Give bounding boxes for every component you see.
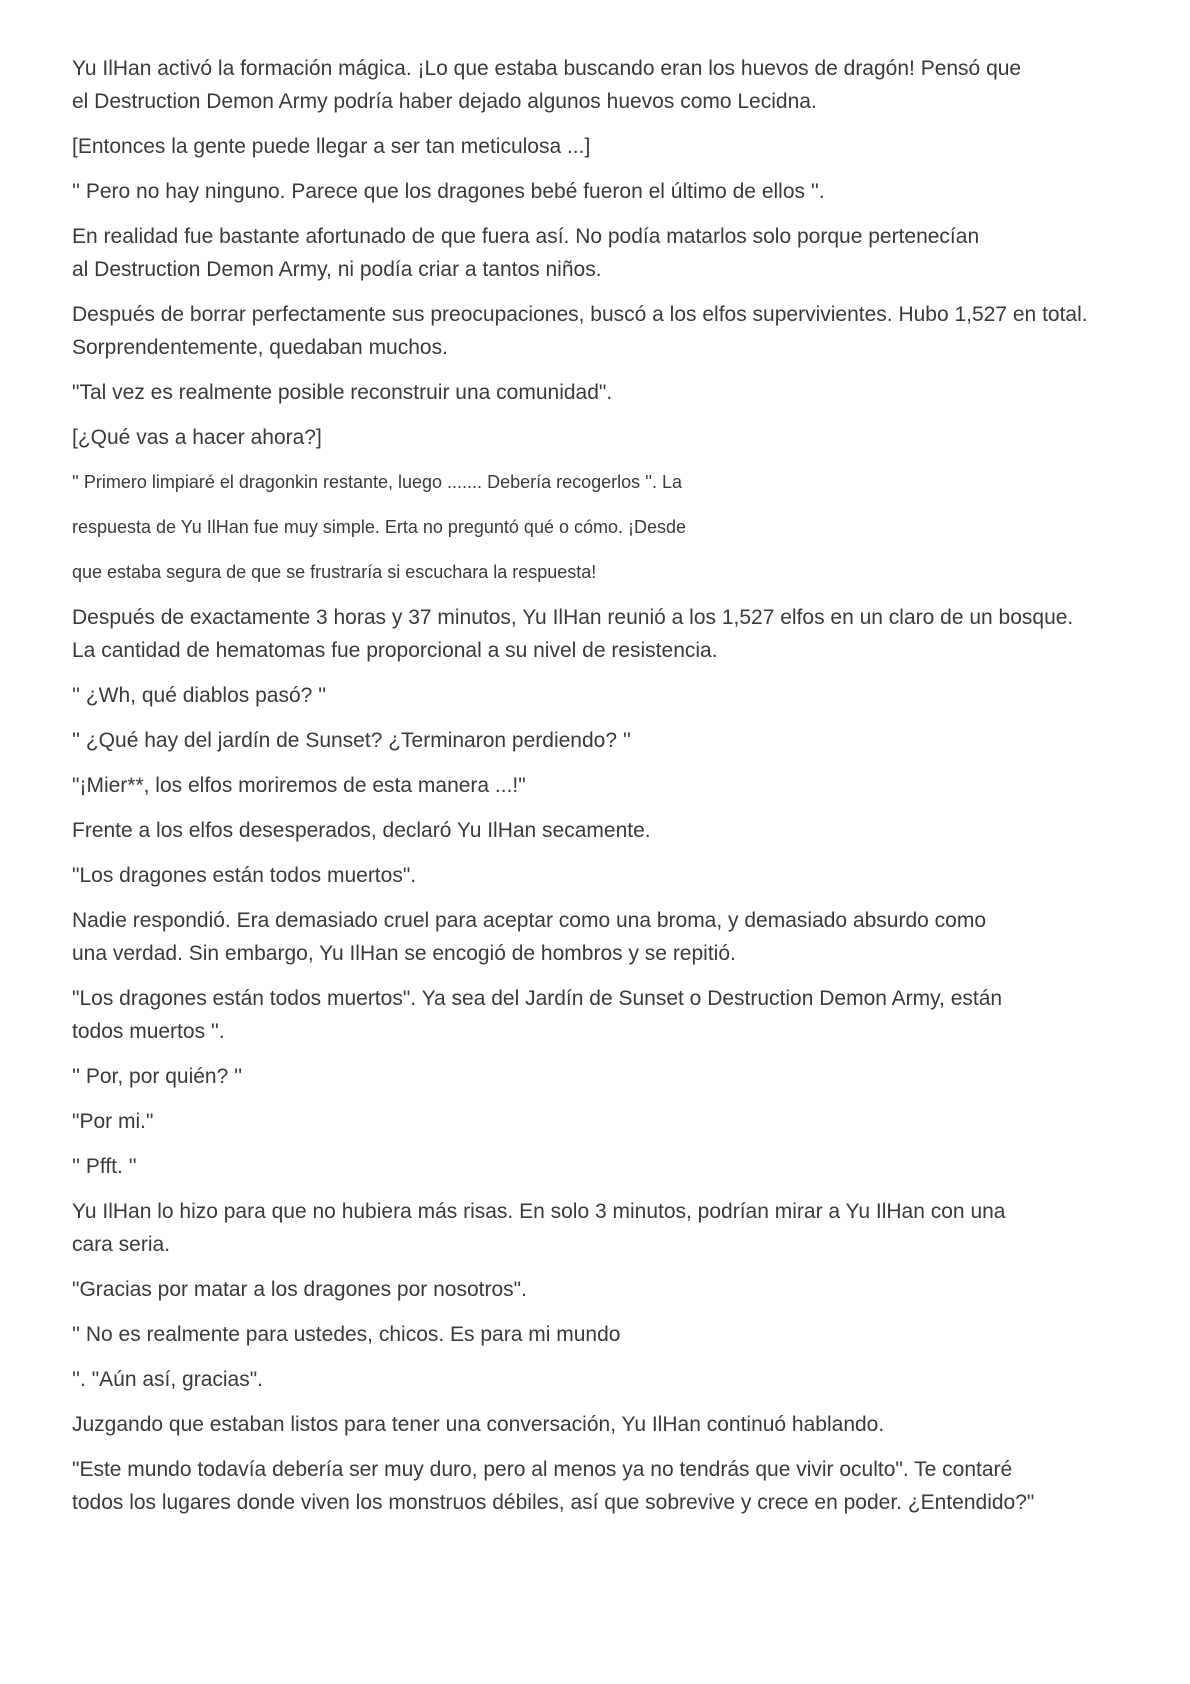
paragraph <box>72 52 1112 118</box>
paragraph <box>72 376 1112 409</box>
text-line: todos los lugares donde viven los monstruos débiles, así que sobrevive y crece en poder. ¿Entendido?" <box>72 1491 1035 1514</box>
paragraph <box>72 1318 1112 1351</box>
paragraph <box>72 601 1112 667</box>
text-line: "Gracias por matar a los dragones por nosotros". <box>72 1278 527 1301</box>
text-line: al Destruction Demon Army, ni podía criar a tantos niños. <box>72 258 602 281</box>
text-line: todos muertos ''. <box>72 1020 225 1043</box>
text-line: Sorprendentemente, quedaban muchos. <box>72 336 448 359</box>
paragraph <box>72 1105 1112 1138</box>
paragraph <box>72 1408 1112 1441</box>
text-line: Yu IlHan lo hizo para que no hubiera más risas. En solo 3 minutos, podrían mirar a Yu IlHan con una <box>72 1200 1006 1223</box>
text-line: Nadie respondió. Era demasiado cruel para aceptar como una broma, y demasiado absurdo como <box>72 909 987 932</box>
text-line: una verdad. Sin embargo, Yu IlHan se encogió de hombros y se repitió. <box>72 942 736 965</box>
text-line: En realidad fue bastante afortunado de que fuera así. No podía matarlos solo porque pertenecían <box>72 225 980 248</box>
text-line: que estaba segura de que se frustraría si escuchara la respuesta! <box>72 562 597 582</box>
text-line: Frente a los elfos desesperados, declaró Yu IlHan secamente. <box>72 819 651 842</box>
paragraph <box>72 556 1112 589</box>
paragraph <box>72 130 1112 163</box>
paragraph <box>72 1363 1112 1396</box>
text-line: respuesta de Yu IlHan fue muy simple. Erta no preguntó qué o cómo. ¡Desde <box>72 517 687 537</box>
paragraph <box>72 769 1112 802</box>
paragraph <box>72 859 1112 892</box>
paragraph <box>72 220 1112 286</box>
paragraph <box>72 466 1112 499</box>
document-page <box>72 52 1112 1519</box>
text-line: el Destruction Demon Army podría haber dejado algunos huevos como Lecidna. <box>72 90 817 113</box>
text-line: '' Pero no hay ninguno. Parece que los dragones bebé fueron el último de ellos ''. <box>72 180 825 203</box>
text-line: '' Por, por quién? '' <box>72 1065 243 1088</box>
paragraph <box>72 1273 1112 1306</box>
text-line: La cantidad de hematomas fue proporcional a su nivel de resistencia. <box>72 639 718 662</box>
paragraph <box>72 175 1112 208</box>
text-line: '' No es realmente para ustedes, chicos. Es para mi mundo <box>72 1323 621 1346</box>
paragraph <box>72 724 1112 757</box>
paragraph <box>72 1195 1112 1261</box>
text-line: Juzgando que estaban listos para tener una conversación, Yu IlHan continuó hablando. <box>72 1413 885 1436</box>
text-line: '' ¿Wh, qué diablos pasó? '' <box>72 684 327 707</box>
text-line: "Por mi." <box>72 1110 154 1133</box>
text-line: Después de borrar perfectamente sus preocupaciones, buscó a los elfos supervivientes. Hubo 1,527 en total. <box>72 303 1088 326</box>
paragraph <box>72 1150 1112 1183</box>
text-line: '' Pfft. '' <box>72 1155 137 1178</box>
paragraph <box>72 1060 1112 1093</box>
paragraph <box>72 814 1112 847</box>
text-line: "Este mundo todavía debería ser muy duro, pero al menos ya no tendrás que vivir oculto". Te contaré <box>72 1458 1013 1481</box>
text-line: ''. "Aún así, gracias". <box>72 1368 264 1391</box>
text-line: cara seria. <box>72 1233 171 1256</box>
paragraph <box>72 421 1112 454</box>
paragraph <box>72 511 1112 544</box>
paragraph <box>72 679 1112 712</box>
text-line: Yu IlHan activó la formación mágica. ¡Lo que estaba buscando eran los huevos de dragón! Pensó que <box>72 57 1022 80</box>
paragraph <box>72 904 1112 970</box>
text-line: '' ¿Qué hay del jardín de Sunset? ¿Terminaron perdiendo? '' <box>72 729 631 752</box>
paragraph <box>72 982 1112 1048</box>
text-line: "Los dragones están todos muertos". Ya sea del Jardín de Sunset o Destruction Demon Army, están <box>72 987 1003 1010</box>
text-line: '' Primero limpiaré el dragonkin restante, luego ....... Debería recogerlos ''. La <box>72 472 683 492</box>
text-line: "Los dragones están todos muertos". <box>72 864 417 887</box>
text-line: Después de exactamente 3 horas y 37 minutos, Yu IlHan reunió a los 1,527 elfos en un claro de un bosque. <box>72 606 1074 629</box>
text-line: "Tal vez es realmente posible reconstruir una comunidad". <box>72 381 613 404</box>
text-line: [Entonces la gente puede llegar a ser tan meticulosa ...] <box>72 135 591 158</box>
paragraph <box>72 1453 1112 1519</box>
paragraph <box>72 298 1112 364</box>
text-line: "¡Mier**, los elfos moriremos de esta manera ...!" <box>72 774 526 797</box>
text-line: [¿Qué vas a hacer ahora?] <box>72 426 322 449</box>
